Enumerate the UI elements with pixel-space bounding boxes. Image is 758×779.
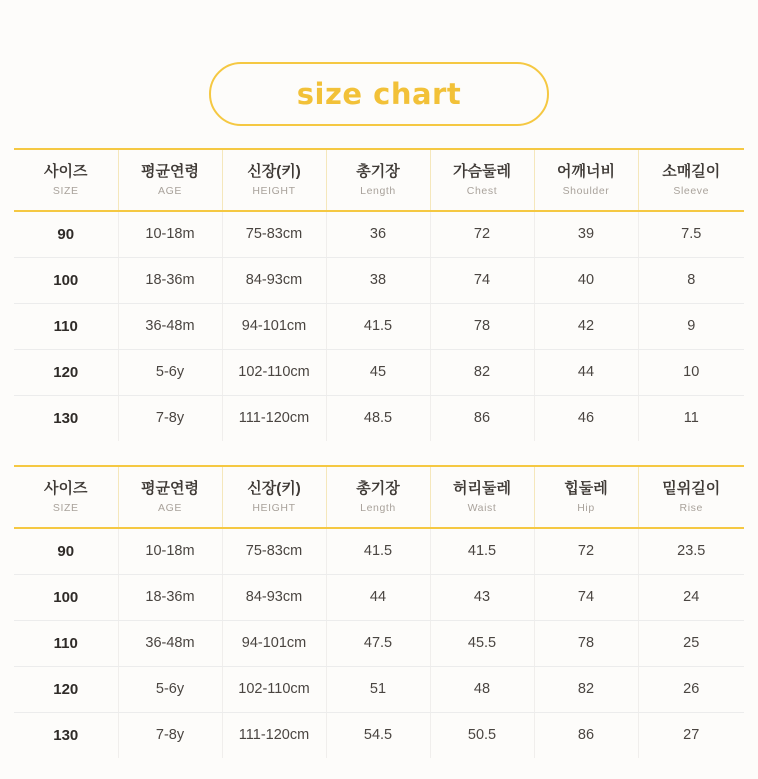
header-en: Shoulder [562, 184, 610, 197]
bottom-table-body [14, 528, 744, 758]
cell-height: 75-83cm [222, 211, 326, 257]
cell-sleeve: 10 [638, 349, 744, 395]
table-header-row [14, 466, 744, 528]
cell-chest: 82 [430, 349, 534, 395]
header-cell-age [118, 466, 222, 528]
cell-height: 102-110cm [222, 349, 326, 395]
title-badge [209, 62, 549, 126]
cell-length: 54.5 [326, 712, 430, 758]
table-header-row [14, 149, 744, 211]
header-cell-size [14, 149, 118, 211]
spacer-title-to-table [0, 126, 758, 148]
header-cell-chest [430, 149, 534, 211]
cell-height: 75-83cm [222, 528, 326, 574]
cell-rise: 24 [638, 574, 744, 620]
header-kr: 밑위길이 [662, 479, 721, 497]
header-en: Hip [577, 501, 595, 514]
cell-waist: 41.5 [430, 528, 534, 574]
cell-waist: 43 [430, 574, 534, 620]
cell-height: 84-93cm [222, 257, 326, 303]
cell-size: 120 [14, 666, 118, 712]
top-table-block [14, 148, 744, 441]
cell-age: 5-6y [118, 666, 222, 712]
cell-age: 36-48m [118, 303, 222, 349]
cell-shoulder: 46 [534, 395, 638, 441]
header-kr: 소매길이 [662, 162, 721, 180]
cell-height: 94-101cm [222, 303, 326, 349]
header-kr: 신장(키) [247, 479, 301, 497]
cell-chest: 78 [430, 303, 534, 349]
cell-waist: 45.5 [430, 620, 534, 666]
header-en: AGE [158, 501, 182, 514]
header-en: Length [360, 184, 396, 197]
cell-height: 111-120cm [222, 712, 326, 758]
header-kr: 가슴둘레 [453, 162, 511, 180]
table-row [14, 666, 744, 712]
header-en: Length [360, 501, 396, 514]
cell-chest: 74 [430, 257, 534, 303]
cell-waist: 48 [430, 666, 534, 712]
cell-length: 41.5 [326, 303, 430, 349]
header-cell-shoulder [534, 149, 638, 211]
table-row [14, 257, 744, 303]
header-en: Rise [679, 501, 703, 514]
table-row [14, 349, 744, 395]
size-table-top [14, 148, 744, 441]
cell-hip: 74 [534, 574, 638, 620]
header-en: Chest [466, 184, 498, 197]
cell-length: 38 [326, 257, 430, 303]
cell-rise: 26 [638, 666, 744, 712]
header-cell-age [118, 149, 222, 211]
table-row [14, 303, 744, 349]
cell-age: 7-8y [118, 395, 222, 441]
header-en: HEIGHT [252, 184, 296, 197]
cell-sleeve: 9 [638, 303, 744, 349]
cell-age: 18-36m [118, 257, 222, 303]
cell-length: 51 [326, 666, 430, 712]
cell-hip: 86 [534, 712, 638, 758]
header-en: Waist [467, 501, 497, 514]
bottom-table-head [14, 466, 744, 528]
cell-age: 18-36m [118, 574, 222, 620]
cell-height: 111-120cm [222, 395, 326, 441]
cell-length: 44 [326, 574, 430, 620]
cell-length: 47.5 [326, 620, 430, 666]
top-table-body [14, 211, 744, 441]
cell-shoulder: 39 [534, 211, 638, 257]
header-kr: 허리둘레 [453, 479, 511, 497]
cell-sleeve: 8 [638, 257, 744, 303]
title-section [0, 0, 758, 126]
cell-chest: 86 [430, 395, 534, 441]
spacer-between-tables [0, 441, 758, 465]
header-kr: 총기장 [356, 162, 400, 180]
cell-hip: 82 [534, 666, 638, 712]
cell-height: 94-101cm [222, 620, 326, 666]
header-kr: 총기장 [356, 479, 400, 497]
top-table-head [14, 149, 744, 211]
cell-length: 41.5 [326, 528, 430, 574]
cell-height: 84-93cm [222, 574, 326, 620]
cell-hip: 78 [534, 620, 638, 666]
cell-height: 102-110cm [222, 666, 326, 712]
header-en: SIZE [52, 501, 79, 514]
cell-shoulder: 42 [534, 303, 638, 349]
table-row [14, 620, 744, 666]
cell-hip: 72 [534, 528, 638, 574]
header-kr: 사이즈 [44, 162, 88, 180]
header-en: HEIGHT [252, 501, 296, 514]
cell-size: 110 [14, 303, 118, 349]
header-kr: 어깨너비 [557, 162, 615, 180]
header-cell-length [326, 149, 430, 211]
header-cell-rise [638, 466, 744, 528]
size-table-bottom [14, 465, 744, 758]
page-title: size chart [296, 77, 462, 111]
cell-shoulder: 40 [534, 257, 638, 303]
cell-size: 130 [14, 395, 118, 441]
header-cell-waist [430, 466, 534, 528]
cell-size: 110 [14, 620, 118, 666]
header-cell-height [222, 149, 326, 211]
cell-waist: 50.5 [430, 712, 534, 758]
cell-length: 48.5 [326, 395, 430, 441]
header-kr: 평균연령 [141, 162, 199, 180]
cell-rise: 25 [638, 620, 744, 666]
header-cell-height [222, 466, 326, 528]
cell-age: 36-48m [118, 620, 222, 666]
header-cell-size [14, 466, 118, 528]
header-en: SIZE [52, 184, 79, 197]
header-cell-hip [534, 466, 638, 528]
cell-age: 7-8y [118, 712, 222, 758]
table-row [14, 211, 744, 257]
cell-chest: 72 [430, 211, 534, 257]
table-row [14, 712, 744, 758]
bottom-table-block [14, 465, 744, 758]
cell-size: 120 [14, 349, 118, 395]
cell-age: 10-18m [118, 211, 222, 257]
table-row [14, 574, 744, 620]
cell-age: 5-6y [118, 349, 222, 395]
header-kr: 평균연령 [141, 479, 199, 497]
header-kr: 사이즈 [44, 479, 88, 497]
cell-rise: 23.5 [638, 528, 744, 574]
cell-size: 100 [14, 574, 118, 620]
cell-age: 10-18m [118, 528, 222, 574]
cell-sleeve: 7.5 [638, 211, 744, 257]
cell-sleeve: 11 [683, 410, 699, 427]
cell-size: 90 [14, 211, 118, 257]
cell-length: 36 [326, 211, 430, 257]
header-kr: 신장(키) [247, 162, 301, 180]
table-row [14, 395, 744, 441]
header-en: AGE [158, 184, 182, 197]
header-cell-sleeve [638, 149, 744, 211]
cell-size: 90 [14, 528, 118, 574]
cell-shoulder: 44 [534, 349, 638, 395]
header-kr: 힙둘레 [564, 479, 608, 497]
cell-rise: 27 [683, 727, 700, 744]
table-row [14, 528, 744, 574]
header-en: Sleeve [673, 184, 710, 197]
cell-size: 130 [14, 712, 118, 758]
cell-length: 45 [326, 349, 430, 395]
header-cell-length [326, 466, 430, 528]
cell-size: 100 [14, 257, 118, 303]
